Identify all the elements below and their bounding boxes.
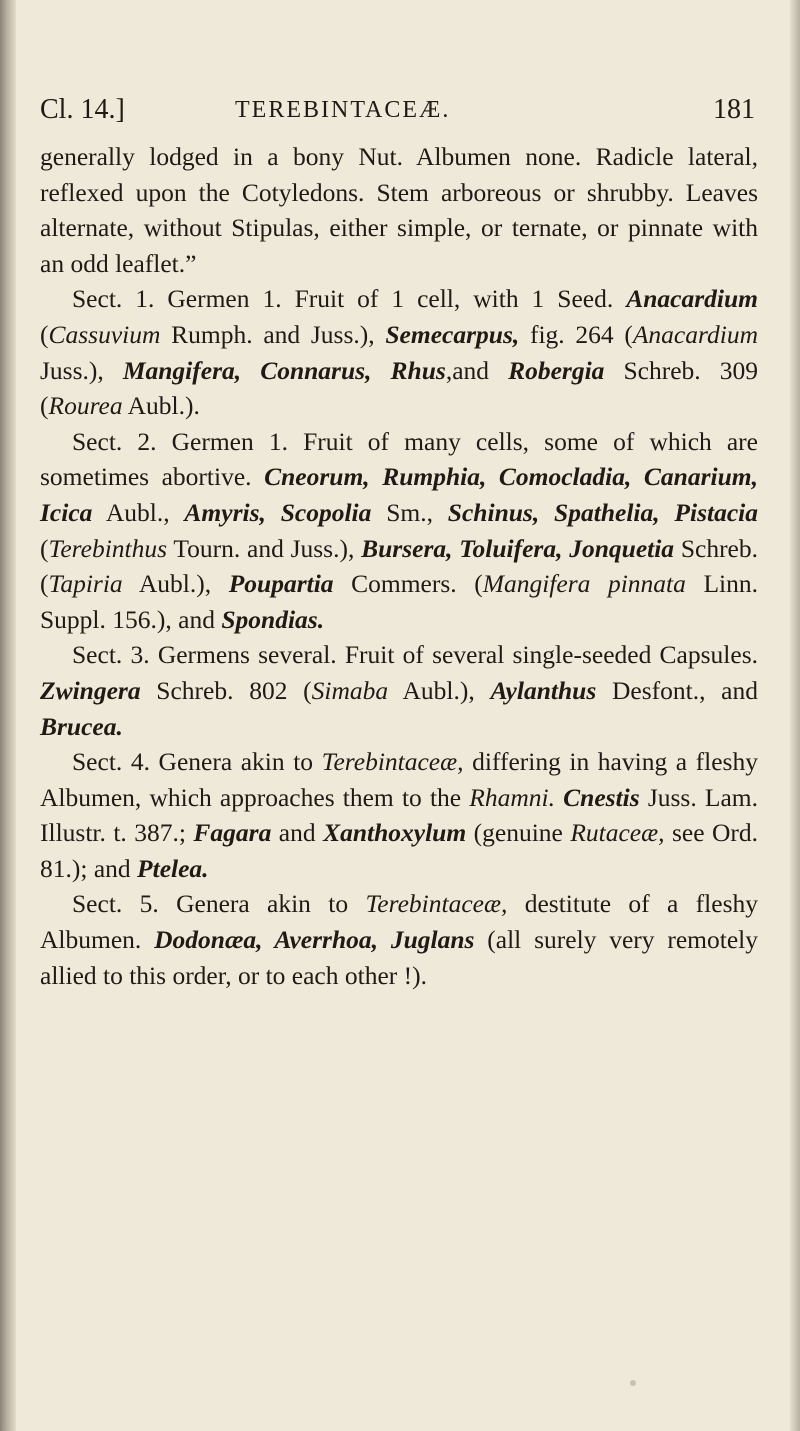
paragraph-sect-3: [40, 637, 758, 744]
taxon-name: Ptelea.: [137, 853, 209, 883]
taxon-name: Bursera, Toluifera, Jonquetia: [361, 533, 675, 563]
text-run: Schreb. (: [40, 533, 758, 599]
text-run: see Ord. 81.); and: [40, 818, 758, 883]
taxon-name: Rutaceæ,: [570, 818, 665, 848]
page-edge-shadow: [790, 0, 800, 1431]
text-run: Sect. 1. Germen 1. Fruit of 1 cell, with 1 Seed.: [72, 284, 627, 314]
text-run: Juss. Lam. Illustr. t. 387.;: [40, 782, 759, 848]
taxon-name: Terebintaceæ,: [321, 747, 464, 777]
taxon-name: Brucea.: [40, 711, 123, 741]
paragraph-continuation: [40, 139, 758, 281]
taxon-name: Robergia: [508, 355, 605, 385]
text-run: Aubl.,: [92, 497, 185, 527]
body-text: [40, 139, 758, 993]
text-run: differing in having a fleshy Albumen, which approaches them to the: [40, 747, 758, 812]
taxon-name: Anacardium: [626, 284, 758, 314]
taxon-name: Fagara: [193, 818, 272, 848]
text-run: Desfont., and: [596, 675, 758, 705]
text-run: Schreb. 802 (: [140, 675, 312, 705]
taxon-name: Spondias.: [221, 604, 325, 634]
text-run: Commers. (: [333, 569, 483, 599]
taxon-name: Anacardium: [632, 319, 758, 349]
taxon-name: Terebintaceæ,: [365, 889, 508, 919]
taxon-name: Cnestis: [563, 782, 640, 812]
paragraph-sect-4: [40, 744, 758, 886]
text-run: (: [40, 319, 49, 349]
taxon-name: Terebinthus: [48, 533, 168, 563]
family-title: TEREBINTACEÆ.: [235, 97, 451, 123]
text-run: Sect. 5. Genera akin to: [72, 889, 366, 919]
taxon-name: Dodonæa, Averrhoa, Juglans: [154, 925, 475, 955]
text-run: Sect. 4. Genera akin to: [72, 747, 322, 777]
taxon-name: Poupartia: [228, 569, 334, 599]
text-run: Sect. 2. Germen 1. Fruit of many cells, some of which are sometimes abortive.: [40, 426, 758, 492]
taxon-name: Schinus, Spathelia, Pistacia: [447, 497, 759, 527]
taxon-name: Rhamni.: [469, 782, 555, 812]
text-run: Linn. Suppl. 156.), and: [40, 569, 759, 634]
text-run: ,and: [445, 355, 509, 385]
taxon-name: Xanthoxylum: [323, 818, 467, 848]
text-run: Schreb. 309 (: [40, 355, 758, 421]
paper-smudge: [630, 1380, 636, 1386]
taxon-name: Mangifera pinnata: [482, 569, 686, 599]
taxon-name: Cneorum, Rumphia, Comocladia, Canarium, Icica: [40, 462, 758, 527]
text-run: Rumph. and Juss.),: [160, 319, 386, 349]
running-header: [40, 94, 755, 134]
paragraph-sect-5: [40, 886, 758, 993]
text-run: Aubl.),: [388, 675, 491, 705]
taxon-name: Amyris, Scopolia: [184, 497, 372, 527]
text-run: [555, 783, 563, 812]
taxon-name: Aylanthus: [490, 675, 597, 705]
paragraph-sect-1: [40, 281, 758, 423]
text-run: Sect. 3. Germens several. Fruit of several single-seeded Capsules.: [72, 640, 758, 670]
taxon-name: Semecarpus,: [385, 319, 520, 349]
text-run: Tourn. and Juss.),: [167, 533, 362, 563]
text-run: and: [271, 818, 324, 848]
text-run: fig. 264 (: [519, 319, 633, 349]
text-run: Aubl.),: [122, 569, 229, 599]
taxon-name: Simaba: [311, 675, 389, 705]
page-number: 181: [713, 94, 755, 125]
text-run: (genuine: [466, 818, 571, 848]
text-run: (: [40, 533, 49, 563]
text-run: Juss.),: [40, 355, 123, 385]
text-run: destitute of a fleshy Albumen.: [40, 889, 758, 955]
text-run: Sm.,: [371, 497, 448, 527]
taxon-name: Zwingera: [40, 675, 141, 705]
text-run: generally lodged in a bony Nut. Albumen none. Radicle lateral, reflexed upon the Cotyledons. Stem arboreous or shrubby. Leaves alternate, without Stipulas, either simple, or ternate, or pinnate with an odd leaflet.”: [40, 142, 758, 278]
taxon-name: Rourea: [48, 391, 123, 421]
paragraph-sect-2: [40, 424, 758, 638]
taxon-name: Tapiria: [48, 569, 123, 599]
text-run: (all surely very remotely allied to this order, or to each other !).: [40, 925, 758, 990]
taxon-name: Cassuvium: [48, 319, 161, 349]
text-run: Aubl.).: [122, 391, 200, 421]
class-number: Cl. 14.]: [40, 94, 125, 125]
book-gutter-shadow: [0, 0, 16, 1431]
taxon-name: Mangifera, Connarus, Rhus: [122, 355, 446, 385]
